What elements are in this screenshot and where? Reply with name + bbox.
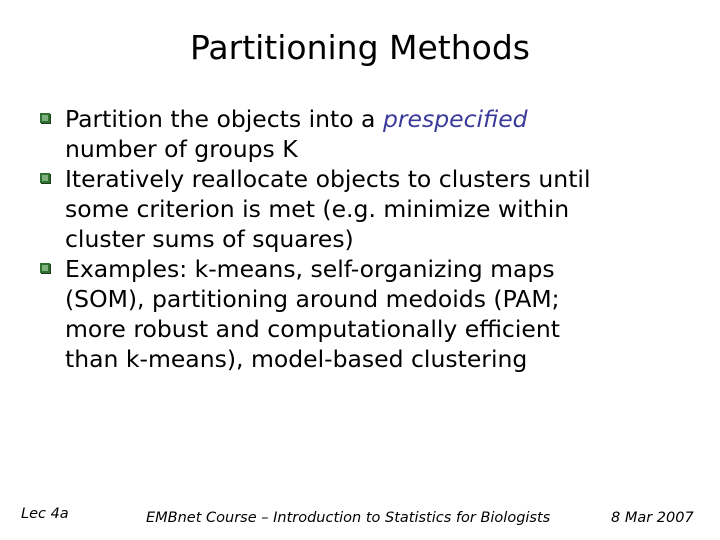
emphasis-text: prespecified: [382, 105, 528, 133]
bullet-line: Examples: k-means, self-organizing maps: [65, 255, 555, 283]
footer-course: EMBnet Course – Introduction to Statistics for Biologists: [146, 510, 551, 526]
bullet-list: [36, 104, 706, 374]
bullet-item: [36, 164, 706, 254]
square-bullet-icon: [38, 262, 52, 276]
bullet-line: (SOM), partitioning around medoids (PAM;: [65, 285, 560, 313]
bullet-item: [36, 104, 706, 164]
bullet-line: more robust and computationally efficient: [65, 315, 560, 343]
bullet-line: Iteratively reallocate objects to clusters until: [65, 165, 591, 193]
bullet-line: some criterion is met (e.g. minimize within: [65, 195, 570, 223]
bullet-text: Partition the objects into a: [65, 105, 383, 133]
bullet-line: cluster sums of squares): [65, 225, 354, 253]
bullet-line: than k-means), model-based clustering: [65, 345, 528, 373]
square-bullet-icon: [38, 172, 52, 186]
bullet-line: number of groups K: [65, 135, 298, 163]
square-bullet-icon: [38, 112, 52, 126]
slide-title: Partitioning Methods: [189, 28, 530, 67]
bullet-line: [65, 104, 706, 134]
footer-date: 8 Mar 2007: [611, 510, 694, 526]
footer-lecture: Lec 4a: [21, 506, 69, 522]
bullet-item: [36, 254, 706, 374]
